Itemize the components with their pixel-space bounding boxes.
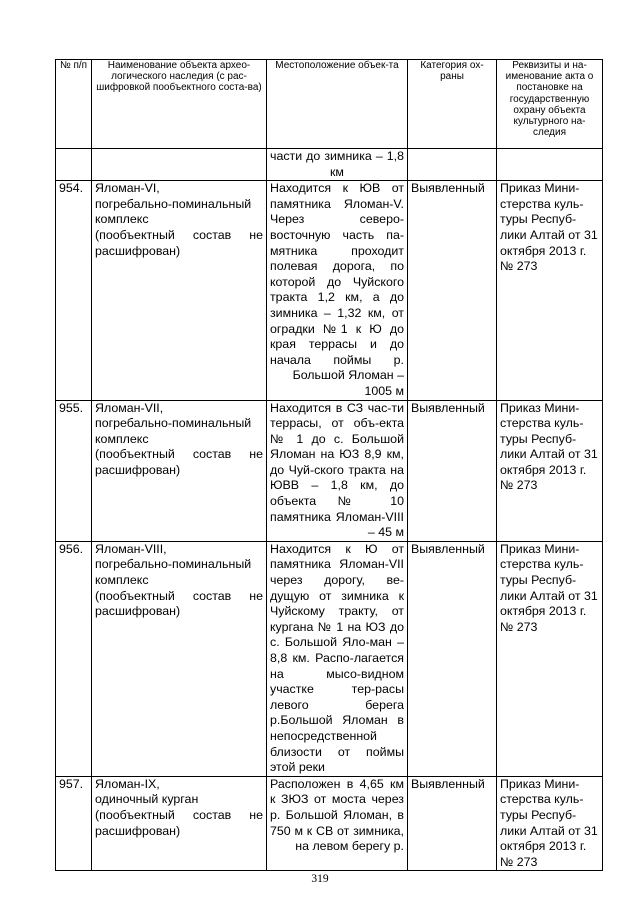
- object-composition: (пообъектный состав не расшифрован): [95, 807, 263, 838]
- cell-object-name: [92, 181, 267, 400]
- table-row: [56, 776, 603, 871]
- object-title: Яломан-VIII,: [95, 541, 167, 556]
- object-composition: (пообъектный состав не расшифрован): [95, 447, 263, 477]
- cell-object-name: [92, 776, 267, 871]
- cell-act: [497, 149, 603, 181]
- header-object-name: Наименование объекта архео-логического наследия (с рас-шифровкой пообъектного соста-ва): [92, 60, 267, 149]
- header-location: Местоположение объек-та: [267, 60, 408, 149]
- cell-number: [56, 149, 92, 181]
- cell-act: Приказ Мини-стерства куль-туры Респуб-лики Алтай от 31 октября 2013 г. № 273: [497, 541, 603, 776]
- object-title: Яломан-IX,: [95, 776, 160, 791]
- cell-number: 955.: [56, 400, 92, 541]
- cell-object-name: [92, 149, 267, 181]
- cell-location: части до зимника – 1,8 км: [267, 149, 408, 181]
- cell-object-name: [92, 541, 267, 776]
- cell-category: [408, 149, 497, 181]
- cell-category: Выявленный: [408, 400, 497, 541]
- header-act-details: Реквизиты и на-именование акта о постановке на государственную охрану объекта культурного на-следия: [497, 60, 603, 149]
- cell-act: Приказ Мини-стерства куль-туры Респуб-лики Алтай от 31 октября 2013 г. № 273: [497, 181, 603, 400]
- header-protection-category: Категория ох-раны: [408, 60, 497, 149]
- header-number: № п/п: [56, 60, 92, 149]
- object-composition: (пообъектный состав не расшифрован): [95, 227, 263, 258]
- cell-location: Находится к Ю от памятника Яломан-VII через дорогу, ве-дущую от зимника к Чуйскому тракту, от кургана № 1 на ЮЗ до с. Большой Яло-ман – 8,8 км. Распо-лагается на мысо-видном участке тер-расы левого берега р.Большой Яломан в непосредственной близости от поймы этой реки: [267, 541, 408, 776]
- object-composition: (пообъектный состав не расшифрован): [95, 588, 263, 619]
- cell-number: 957.: [56, 776, 92, 871]
- heritage-registry-table: [55, 59, 603, 871]
- cell-object-name: [92, 400, 267, 541]
- table-row: [56, 400, 603, 541]
- page-number: 319: [311, 873, 329, 885]
- cell-category: Выявленный: [408, 541, 497, 776]
- object-type: одиночный курган: [95, 792, 199, 807]
- object-title: Яломан-VI,: [95, 181, 160, 196]
- cell-number: 954.: [56, 181, 92, 400]
- cell-location: Расположен в 4,65 км к ЗЮЗ от моста через р. Большой Яломан, в 750 м к СВ от зимника, на левом берегу р.: [267, 776, 408, 871]
- cell-location: Находится в СЗ час-ти террасы, от объ-екта № 1 до с. Большой Яломан на ЮЗ 8,9 км, до Чуй-ского тракта на ЮВВ – 1,8 км, до объекта № 10 памятника Яломан-VIII – 45 м: [267, 400, 408, 541]
- table-row: [56, 181, 603, 400]
- location-distance: 1005 м: [364, 383, 404, 398]
- cell-category: Выявленный: [408, 776, 497, 871]
- object-type: погребально-поминальный комплекс: [95, 557, 252, 588]
- cell-act: Приказ Мини-стерства куль-туры Респуб-лики Алтай от 31 октября 2013 г. № 273: [497, 400, 603, 541]
- object-type: погребально-поминальный комплекс: [95, 416, 252, 446]
- cell-location: [267, 181, 408, 400]
- table-row-continuation: [56, 149, 603, 181]
- object-title: Яломан-VII,: [95, 400, 164, 415]
- cell-number: 956.: [56, 541, 92, 776]
- object-type: погребально-поминальный комплекс: [95, 196, 252, 227]
- cell-category: Выявленный: [408, 181, 497, 400]
- table-row: [56, 541, 603, 776]
- location-text: Находится к ЮВ от памятника Яломан-V. Через северо-восточную часть па-мятника проходит полевая дорога, по которой до Чуйского тракта 1,2 км, а до зимника – 1,32 км, от оградки №1 к Ю до края террасы и до начала поймы р. Большой Яломан –: [270, 181, 404, 383]
- cell-act: Приказ Мини-стерства куль-туры Респуб-лики Алтай от 31 октября 2013 г. № 273: [497, 776, 603, 871]
- table-header: [56, 60, 603, 149]
